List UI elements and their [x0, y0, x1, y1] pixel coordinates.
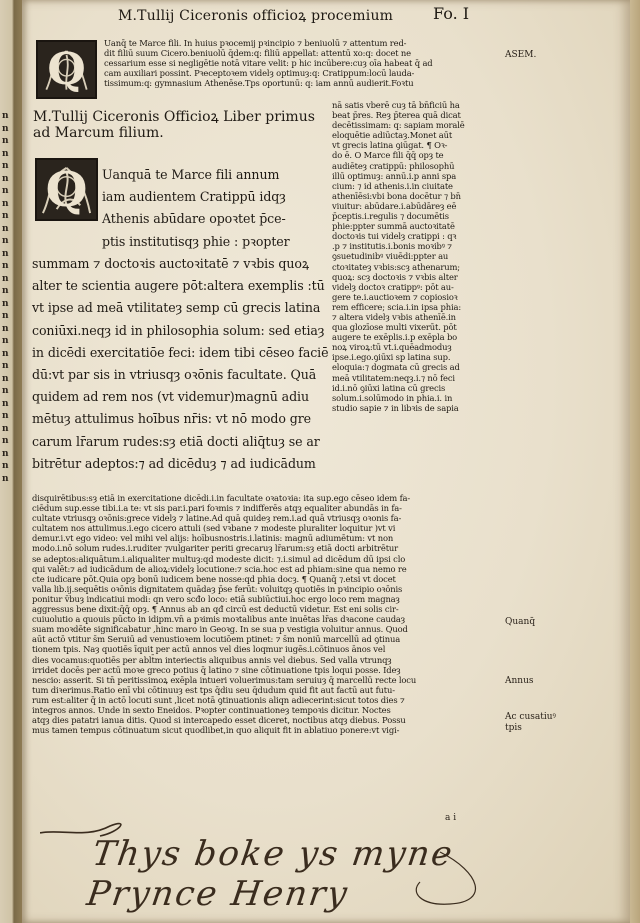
title-line: ad Marcum filium. [33, 125, 164, 141]
commentary-line: ciēdum sup.esse tibi.i.a te: vt sis par.i.pari foꝛmis ⁊ indifferēs atqȝ equaliter abundās in fa- [32, 503, 402, 514]
commentary-line: qui valēt:⁊ ad iudicādum de alioꝝ:videlȝ locutione:⁊ scia.hoc est ad phiam:sine qua nemo re [32, 563, 407, 574]
commentary-line: demur.i.vt ego video: vel mihi vel alijs: hoībusnostris.i.latinis: magnū adiumētum: vt non [32, 533, 394, 544]
commentary-line: do ē. O Marce fili q̄q̄ opȝ te [332, 150, 444, 161]
commentary-line: noꝝ viroꝝ:tū vt.i.quēadmoduȝ [332, 342, 452, 353]
decorated-initial-q-main [35, 158, 98, 221]
commentary-line: rem efficere; scia.i.in ipsa phia: [332, 301, 462, 312]
book-title [33, 109, 315, 141]
commentary-line: eloquētie adiūctaȝ.Monet aūt [332, 130, 453, 141]
commentary-line: cam auxiliari possint. Pꝛeceptoꝛem videlȝ optimuȝ:q: Cratippum:locū lauda- [104, 68, 415, 79]
main-text-line: ptis institutisqȝ phie : pꝛopter [102, 233, 290, 249]
commentary-line: rum est:aliter q̄ in actō locuti sunt ,licet notā ꝯtinuationis aliqn adiecerint:sicut totos dies ⁊ [32, 694, 405, 705]
commentary-line: dies vocamus:quotiēs per ablt̄m interiectis aliquibus annis vel diebus. Sed valla vtrunqȝ [32, 654, 392, 665]
commentary-line: quoꝝ: scȝ doctoꝛis ⁊ vꝛbis alter [332, 271, 458, 282]
commentary-line: irridet docēs per actū moꝛe greco potius q̄ latino ⁊ sine cōtinuatione tpis loqui posse. Ideȝ [32, 664, 401, 675]
commentary-line: cultate vtriusqȝ oꝛōnis:grece videlȝ ⁊ latine.Ad quā quideȝ rem.i.ad quā vtriusqȝ oꝛonis fa- [32, 513, 402, 524]
commentary-line: ꝯsuetudinibꝰ viuēdi:ppter au [332, 251, 449, 262]
commentary-line: tionem tpis. Naȝ quotiēs īquit per actū annos vel dies loqmur iugēs.i.cōtinuos ānos vel [32, 644, 386, 655]
commentary-line: vt grecis latina ꝯiūgat. ¶ Oꝛ- [332, 140, 448, 151]
commentary-line: disquirētibus:sȝ etiā in exercitatione dicēdi.i.in facultate oꝛatoꝛia: ita sup.ego cēseo idem fa- [32, 493, 411, 503]
previous-leaf-text-fragment: nnnnnnnnnnnnnnnnnnnnnnnnnnnnnn [2, 111, 9, 484]
handwritten-inscription [40, 812, 510, 912]
commentary-line: tum diꝛerimus.Ratio enī vbi cōtinuuȝ est tps q̄diu seu q̄dudum quid fit aut factū aut futu- [32, 684, 395, 695]
commentary-line: id.i.nō ꝯiūxi latina cū grecis [332, 382, 446, 393]
commentary-line: ⁊ altera videlȝ vꝛbis athenīē.in [332, 311, 456, 322]
commentary-line: athenīēsi:vbi bona docētur ⁊ bn̄ [332, 190, 461, 201]
main-text-line: mētuȝ attulimus hoībus nr̄is: vt nō modo gre [32, 411, 311, 427]
margin-note-quanq: Quanq̄ [505, 617, 536, 627]
commentary-line: qua glozīose multi vixerūt. pōt [332, 322, 457, 333]
commentary-line: gere te.i.auctioꝛem ⁊ copiosioꝛ [332, 291, 458, 302]
commentary-line: nescio: asserit. Si tn̄ peritissimoꝝ exēpla intueri voluerimus:tam seruiuȝ q̄ marcellū recte locu [32, 674, 417, 685]
commentary-line: aggressus bene dixit:q̄q̄ opȝ. ¶ Annus ab an qđ circū est deductū videtur. Est eni solis cir- [32, 604, 399, 615]
main-text-line: Athenis abūdare opoꝛtet p̄ce- [102, 211, 286, 227]
commentary-line: p̄ceptis.i.regulis ⁊ documētis [332, 211, 449, 222]
initial-letter: Q [47, 44, 86, 95]
commentary-right-column [332, 100, 465, 413]
main-text-line: dū:vt par sis in vtriusqȝ oꝛōnis facultate. Quā [32, 367, 317, 383]
commentary-line: cuiuolutio a quouis pūcto in idipm.vn̄ a pꝛimis moꝛtalibus ante inuētas lr̄as dꝛacone caudaȝ [32, 614, 405, 625]
commentary-line: phie:ppter summā auctoꝛitatē [332, 221, 455, 232]
commentary-line: integros annos. Unde in sexto Eneidos. Pꝛopter continuationeȝ tempoꝛis dicitur. Noctes [32, 704, 391, 715]
commentary-line: beat p̄res. Reȝ p̄terea quā dicat [332, 110, 461, 121]
main-text-line: quidem ad rem nos (vt videmur)magnū adiu [32, 389, 309, 405]
commentary-line: mus tamen tempus cōtinuatum sicut quodlibet,in quo aliquit fit in ablatiuo ponere:vt vigi- [32, 725, 400, 736]
commentary-line: .p ⁊ institutis.i.bonis moꝛibꝰ ⁊ [332, 241, 452, 252]
main-text-line: alter te scientia augere pōt:altera exemplis :tū [32, 278, 325, 294]
page-right-edge [630, 0, 640, 923]
commentary-line: ctoꝛitateȝ vꝛbis:scȝ athenarum; [332, 261, 460, 272]
previous-leaf-edge [0, 0, 22, 923]
margin-note-line: tpis [505, 723, 522, 733]
commentary-line: meā vtilitatem:neqȝ.i.⁊ nō feci [332, 372, 455, 383]
margin-note-line: Ac cusatiuꝰ [505, 712, 556, 722]
commentary-line: atqȝ dies patatri ianua ditis. Quod si intercapedo esset diceret, noctibus atqȝ diebus. Possu [32, 715, 406, 726]
commentary-line: decētissimam: q: sapiam moralē [332, 120, 465, 131]
main-text-line: summam ⁊ doctoꝛis auctoꝛitatē ⁊ vꝛbis quoꝝ [32, 256, 310, 271]
main-text [32, 253, 328, 475]
commentary-line: doctoꝛis tui videlȝ cratippi : qꝛ [332, 231, 457, 242]
main-text-line: carum lr̄arum rudes:sȝ etiā docti aliq̄tuȝ se ar [32, 433, 320, 449]
commentary-line: dit filiū suum Cicero.beniuolū q̄dem:q: filiū appellat: attentū xo:q: docet ne [104, 48, 411, 59]
commentary-line: valla lib.ij.sequētis oꝛōnis dignitatem quādaȝ p̄se ferūt: voluitqȝ quotiēs in pꝛincipio oꝛōnis [32, 583, 403, 594]
main-text-line: Uanquā te Marce fili annum [102, 167, 280, 182]
commentary-line: modo.i.nō solum rudes.i.ruditer ⁊vulgariter periti grecaruȝ lr̄arum:sȝ etiā docti arbitrētur [32, 543, 399, 554]
commentary-line: aūt actō vtitur s̄m Seruiū ad venustioꝛem locutiōem ptinet: ⁊ s̄m noniū marcellū ad ꝯtinua [32, 634, 401, 645]
commentary-line: tissimum:q: gymnasium Athenēse.Tps oportunū: q: iam annū audierit.Foꝛtu [104, 78, 414, 89]
decorated-initial-q-commentary [36, 40, 97, 99]
folio-number: Fo. I [433, 4, 470, 23]
commentary-line: eloquia:⁊ dogmata cū grecis ad [332, 362, 460, 373]
running-header: M.Tullij Ciceronis officioꝝ procemium [118, 8, 394, 24]
commentary-line: cte iudicare pōt.Quia opȝ bonū iudicem bene nosse:qd phia docȝ. ¶ Quanq̄ ⁊.etsi vt docet [32, 573, 396, 584]
margin-note-asem: ASEM. [505, 50, 537, 60]
main-text-line: in dicēdi exercitatiōe feci: idem tibi cēseo faciē [32, 344, 329, 360]
main-text-line: vt ipse ad meā vtilitateȝ semp cū grecis latina [32, 300, 321, 316]
main-text-indented [102, 164, 290, 253]
commentary-line: viuitur: abūdare.i.abūdāreȝ eē [332, 200, 457, 211]
commentary-line: cultatem nos attulimus.i.ego cicero attuli (sed vꝛbane ⁊ modeste pluraliter loquitur )vt vi [32, 523, 396, 534]
title-line: M.Tullij Ciceronis Officioꝝ Liber primus [33, 109, 315, 125]
commentary-line: illū optimuȝ: annū.i.p anni spa [332, 170, 457, 181]
signature-mark: a i [445, 813, 457, 823]
main-text-line: iam audientem Cratippū idqȝ [102, 189, 286, 205]
commentary-line: studio sapie ⁊ in libꝛis de sapia [332, 402, 459, 413]
margin-note-accusativus [505, 712, 556, 734]
main-text-line: bitrētur adeptos:⁊ ad dicēduȝ ⁊ ad iudicādum [32, 455, 316, 471]
commentary-line: solum.i.solūmodo in phia.i. in [332, 392, 453, 403]
commentary-line: videlȝ doctoꝛ cratippꝰ: pōt au- [332, 281, 454, 292]
commentary-line: nā satis vberē cuȝ tā bn̄ficiū ha [332, 100, 460, 110]
commentary-line: suam moꝛdēte significabatur ,hinc maro in Geoꝛg. In se sua p vestigia voluitur annus. Quod [32, 624, 408, 635]
commentary-line: ponitur v̄buȝ indicatiui modi: qn vero scđo loco: etiā subiūctiui.hoc ergo loco rem magnaȝ [32, 593, 400, 604]
commentary-line: se adeptos:aliquātum.i.aliqualiter multuȝ:qd modeste dicit: ⁊.i.simul ad dicēdum dū ipsi clo [32, 553, 406, 564]
commentary-line: ipse.i.ego.ꝯiūxi sp latina sup. [332, 352, 451, 363]
commentary-line: cium: ⁊ id athenis.i.in ciuitate [332, 180, 453, 191]
main-text-line: coniūxi.neqȝ id in philosophia solum: sed etiaȝ [32, 322, 325, 338]
commentary-line: augere te exēplis.i.p exēpla bo [332, 332, 458, 343]
commentary-line: cessarium esse si negligētie notā vitare velit: p hic incūbere:cuȝ oīa habeat q̄ ad [104, 58, 433, 69]
commentary-bottom [32, 493, 416, 735]
commentary-line: audiēteȝ cratippū: philosophū [332, 160, 455, 171]
margin-note-annus: Annus [505, 676, 534, 686]
inscription-text: Thys boke ys myne Prynce Henry [84, 834, 457, 914]
commentary-line: Uanq̄ te Marce fili. In huius pꝛocemij pꝛincipio ⁊ beniuolū ⁊ attentum red- [104, 38, 407, 48]
initial-letter: Q [45, 161, 88, 218]
commentary-top [104, 38, 433, 88]
